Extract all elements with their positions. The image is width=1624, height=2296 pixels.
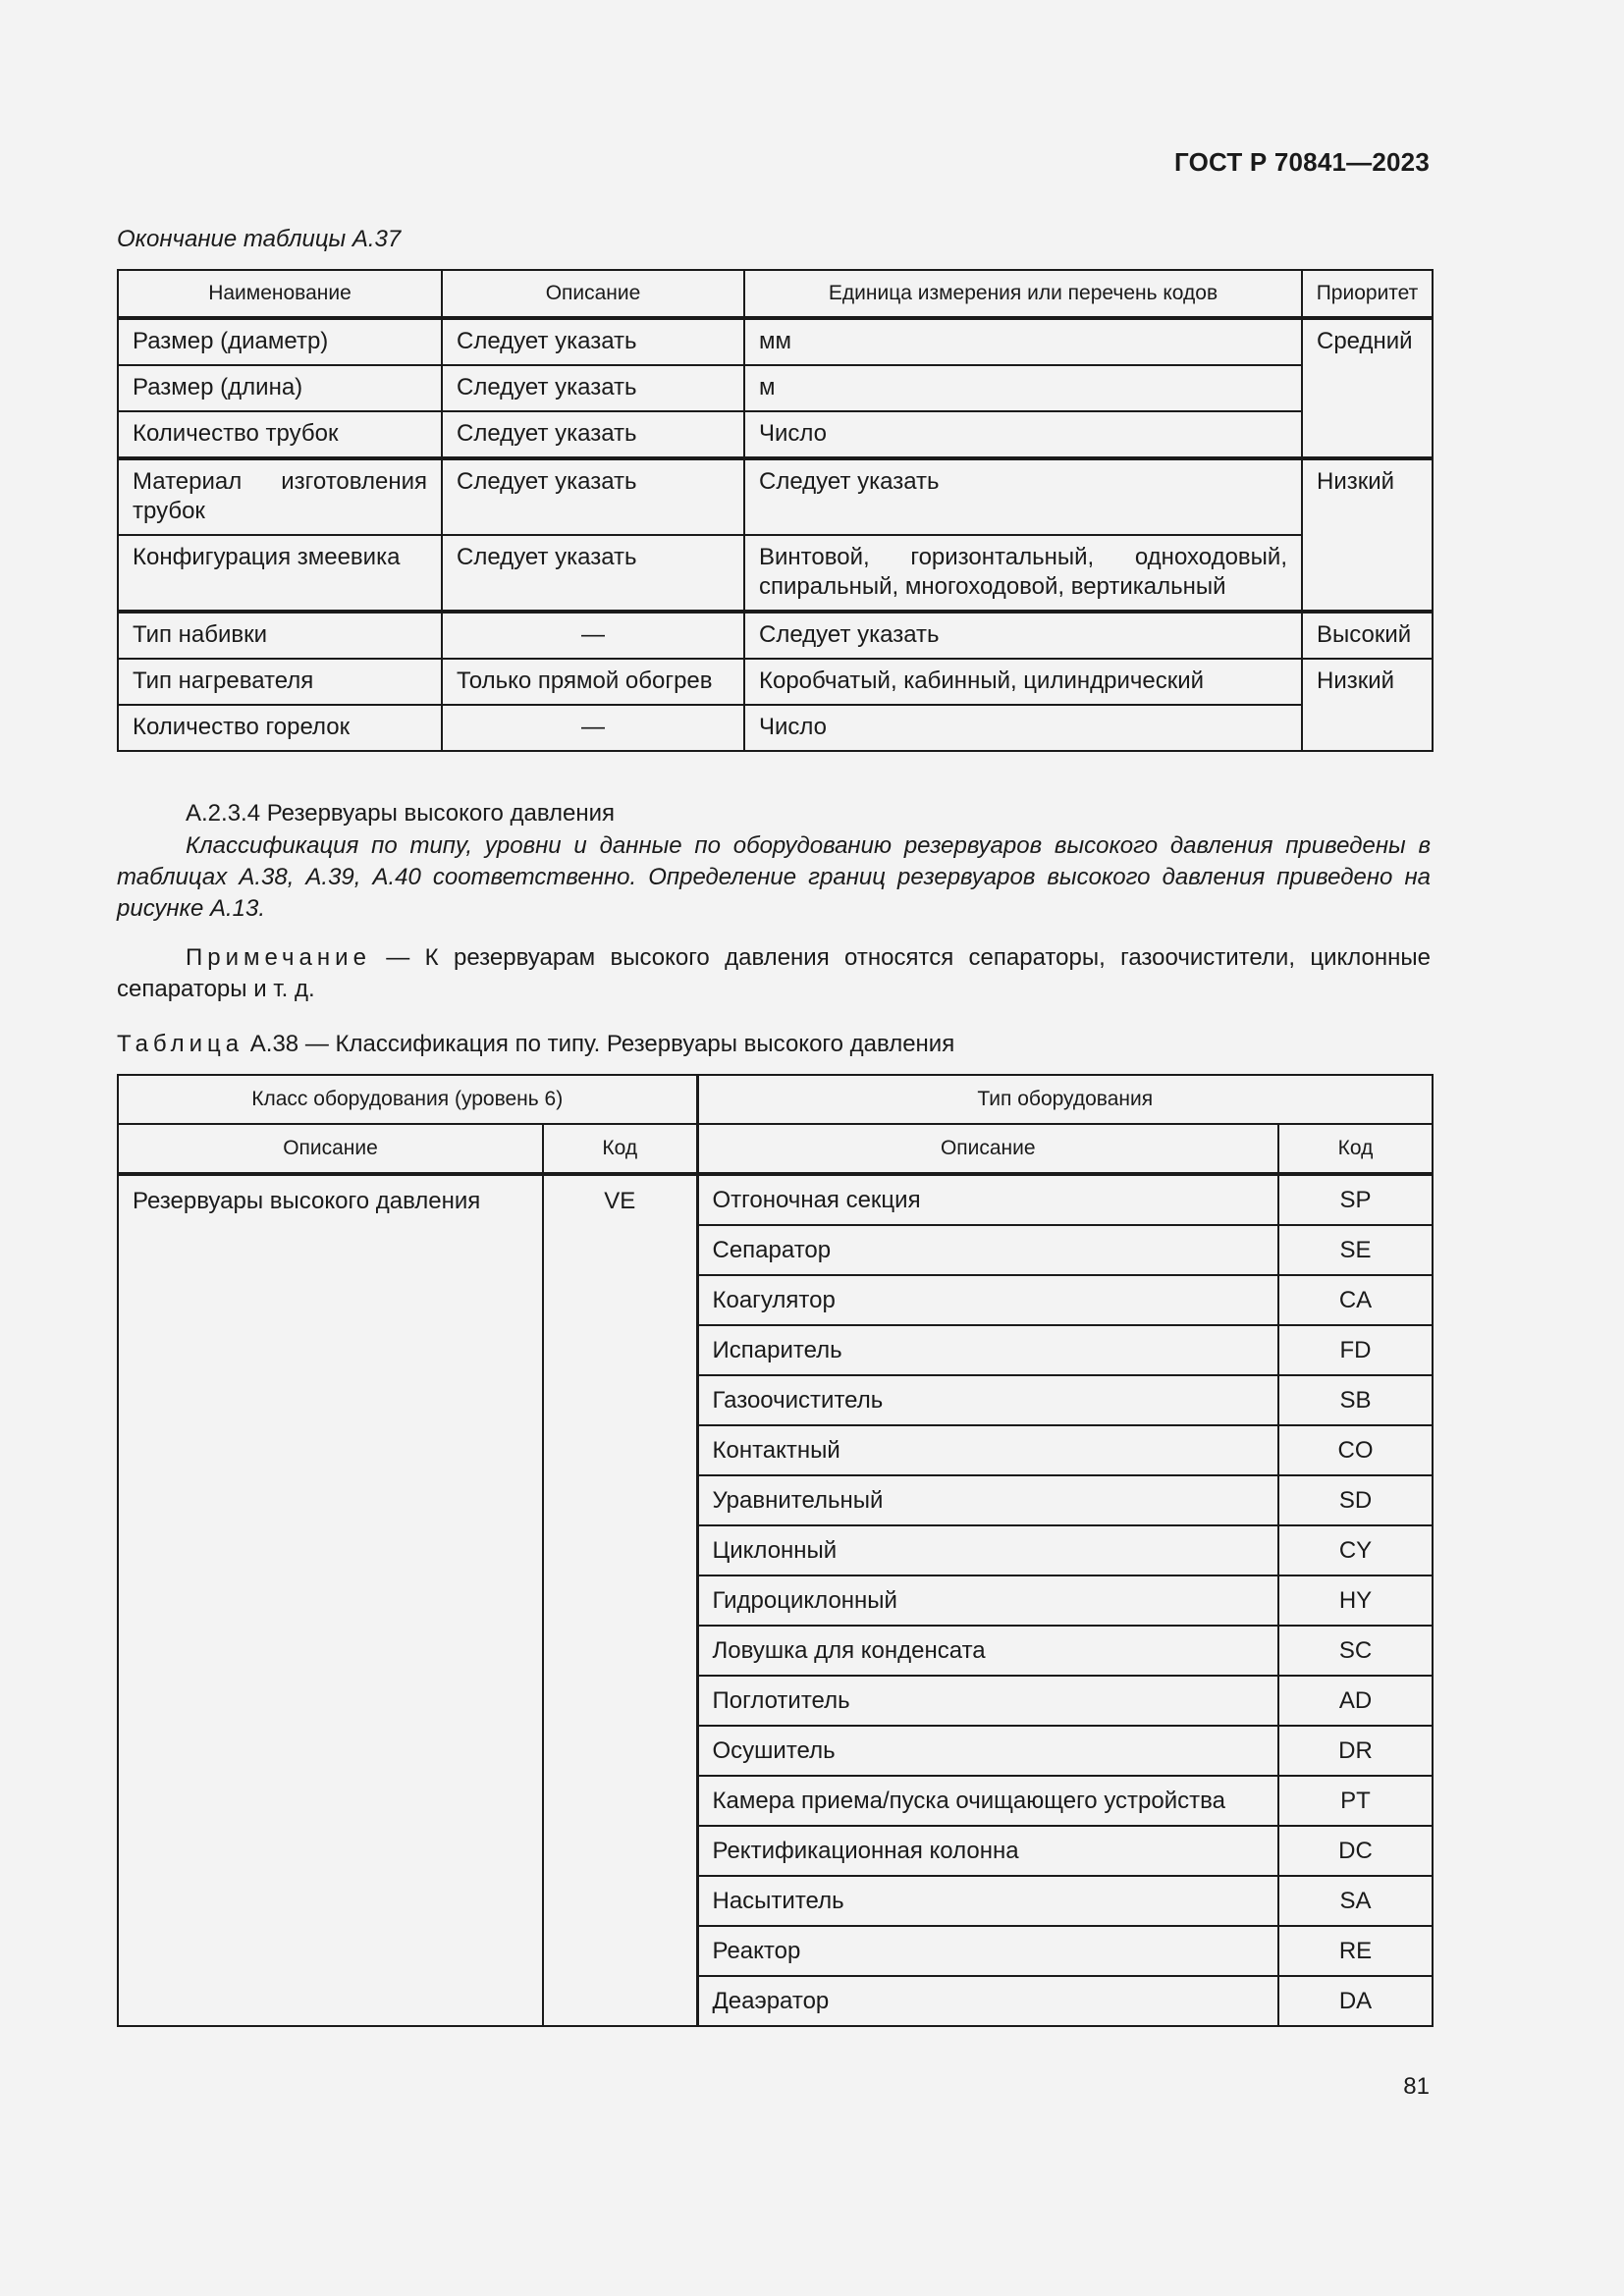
cell-class-code: VE [543,1174,697,2026]
column-header: Наименование [118,270,442,318]
standard-number: ГОСТ Р 70841—2023 [1174,147,1430,177]
page-number: 81 [1403,2073,1430,2100]
cell-priority: Высокий [1302,612,1433,659]
table-a38-title-text: А.38 — Классификация по типу. Резервуары высокого давления [244,1031,955,1057]
table-row [118,535,1433,612]
table-a38-title [117,1029,1431,1060]
cell-type-description: Насытитель [697,1876,1278,1926]
cell-type-code: RE [1278,1926,1433,1976]
cell-desc: — [442,612,744,659]
cell-type-description: Отгоночная секция [697,1174,1278,1225]
column-header: Описание [442,270,744,318]
cell-type-code: SP [1278,1174,1433,1225]
cell-type-code: SB [1278,1375,1433,1425]
table-header-row [118,270,1433,318]
cell-desc: Следует указать [442,535,744,612]
table-row [118,411,1433,458]
table-group-header-row [118,1075,1433,1124]
cell-unit: Коробчатый, кабинный, цилиндрический [744,659,1302,705]
column-header: Код [1278,1124,1433,1174]
cell-type-code: HY [1278,1575,1433,1626]
cell-class-description: Резервуары высокого давления [118,1174,543,2026]
cell-unit: Число [744,411,1302,458]
cell-type-description: Испаритель [697,1325,1278,1375]
cell-unit: Число [744,705,1302,751]
cell-desc: Следует указать [442,411,744,458]
table-a38 [117,1074,1434,2027]
cell-type-description: Сепаратор [697,1225,1278,1275]
table-row [118,1174,1433,1225]
group-header-type: Тип оборудования [697,1075,1433,1124]
table-row [118,365,1433,411]
cell-desc: Следует указать [442,365,744,411]
cell-name: Размер (длина) [118,365,442,411]
cell-name: Тип набивки [118,612,442,659]
cell-type-description: Коагулятор [697,1275,1278,1325]
cell-type-description: Контактный [697,1425,1278,1475]
cell-name: Количество трубок [118,411,442,458]
cell-priority: Низкий [1302,659,1433,751]
section-text: Классификация по типу, уровни и данные по оборудованию резервуаров высокого давления приведены в таблицах А.38, А.39, А.40 соответственно. Определение границ резервуаров высокого давления приведено на рисунке А.13. [117,832,1431,922]
table-a38-title-label: Таблица [117,1031,244,1057]
table-row [118,659,1433,705]
section-heading: А.2.3.4 Резервуары высокого давления [186,800,616,827]
cell-type-code: AD [1278,1676,1433,1726]
group-header-class: Класс оборудования (уровень 6) [118,1075,697,1124]
cell-desc: Только прямой обогрев [442,659,744,705]
cell-desc: Следует указать [442,318,744,365]
cell-type-description: Ловушка для конденсата [697,1626,1278,1676]
cell-type-description: Циклонный [697,1525,1278,1575]
cell-type-code: DR [1278,1726,1433,1776]
table-a37 [117,269,1434,752]
table-a37-caption: Окончание таблицы А.37 [117,226,402,252]
table-row [118,705,1433,751]
cell-desc: Следует указать [442,458,744,535]
table-row [118,612,1433,659]
cell-type-description: Камера приема/пуска очищающего устройства [697,1776,1278,1826]
table-row [118,458,1433,535]
cell-type-code: FD [1278,1325,1433,1375]
cell-unit: мм [744,318,1302,365]
cell-priority: Низкий [1302,458,1433,612]
cell-unit: Следует указать [744,612,1302,659]
cell-type-code: SC [1278,1626,1433,1676]
cell-type-code: CO [1278,1425,1433,1475]
column-header: Описание [118,1124,543,1174]
cell-type-code: PT [1278,1776,1433,1826]
cell-type-description: Поглотитель [697,1676,1278,1726]
cell-type-description: Осушитель [697,1726,1278,1776]
cell-desc: — [442,705,744,751]
note-text: — К резервуарам высокого давления относятся сепараторы, газоочистители, циклонные сепараторы и т. д. [117,944,1431,1002]
cell-name: Конфигурация змеевика [118,535,442,612]
cell-type-code: CY [1278,1525,1433,1575]
cell-type-description: Гидроциклонный [697,1575,1278,1626]
cell-type-description: Газоочиститель [697,1375,1278,1425]
cell-type-description: Реактор [697,1926,1278,1976]
column-header: Код [543,1124,697,1174]
cell-unit: Следует указать [744,458,1302,535]
cell-type-code: SD [1278,1475,1433,1525]
table-header-row [118,1124,1433,1174]
cell-unit: Винтовой, горизонтальный, одноходовый, спиральный, многоходовой, вертикальный [744,535,1302,612]
table-a38-body [118,1174,1433,2026]
table-row [118,318,1433,365]
note-label: Примечание [186,944,371,971]
cell-priority: Средний [1302,318,1433,458]
cell-type-code: DC [1278,1826,1433,1876]
cell-type-code: SA [1278,1876,1433,1926]
column-header: Описание [697,1124,1278,1174]
cell-unit: м [744,365,1302,411]
column-header: Приоритет [1302,270,1433,318]
cell-type-description: Деаэратор [697,1976,1278,2026]
cell-type-code: DA [1278,1976,1433,2026]
cell-type-description: Ректификационная колонна [697,1826,1278,1876]
cell-type-description: Уравнительный [697,1475,1278,1525]
column-header: Единица измерения или перечень кодов [744,270,1302,318]
cell-name: Материал изготовления трубок [118,458,442,535]
cell-name: Тип нагревателя [118,659,442,705]
cell-name: Размер (диаметр) [118,318,442,365]
note [117,942,1431,1005]
cell-type-code: CA [1278,1275,1433,1325]
cell-name: Количество горелок [118,705,442,751]
cell-type-code: SE [1278,1225,1433,1275]
